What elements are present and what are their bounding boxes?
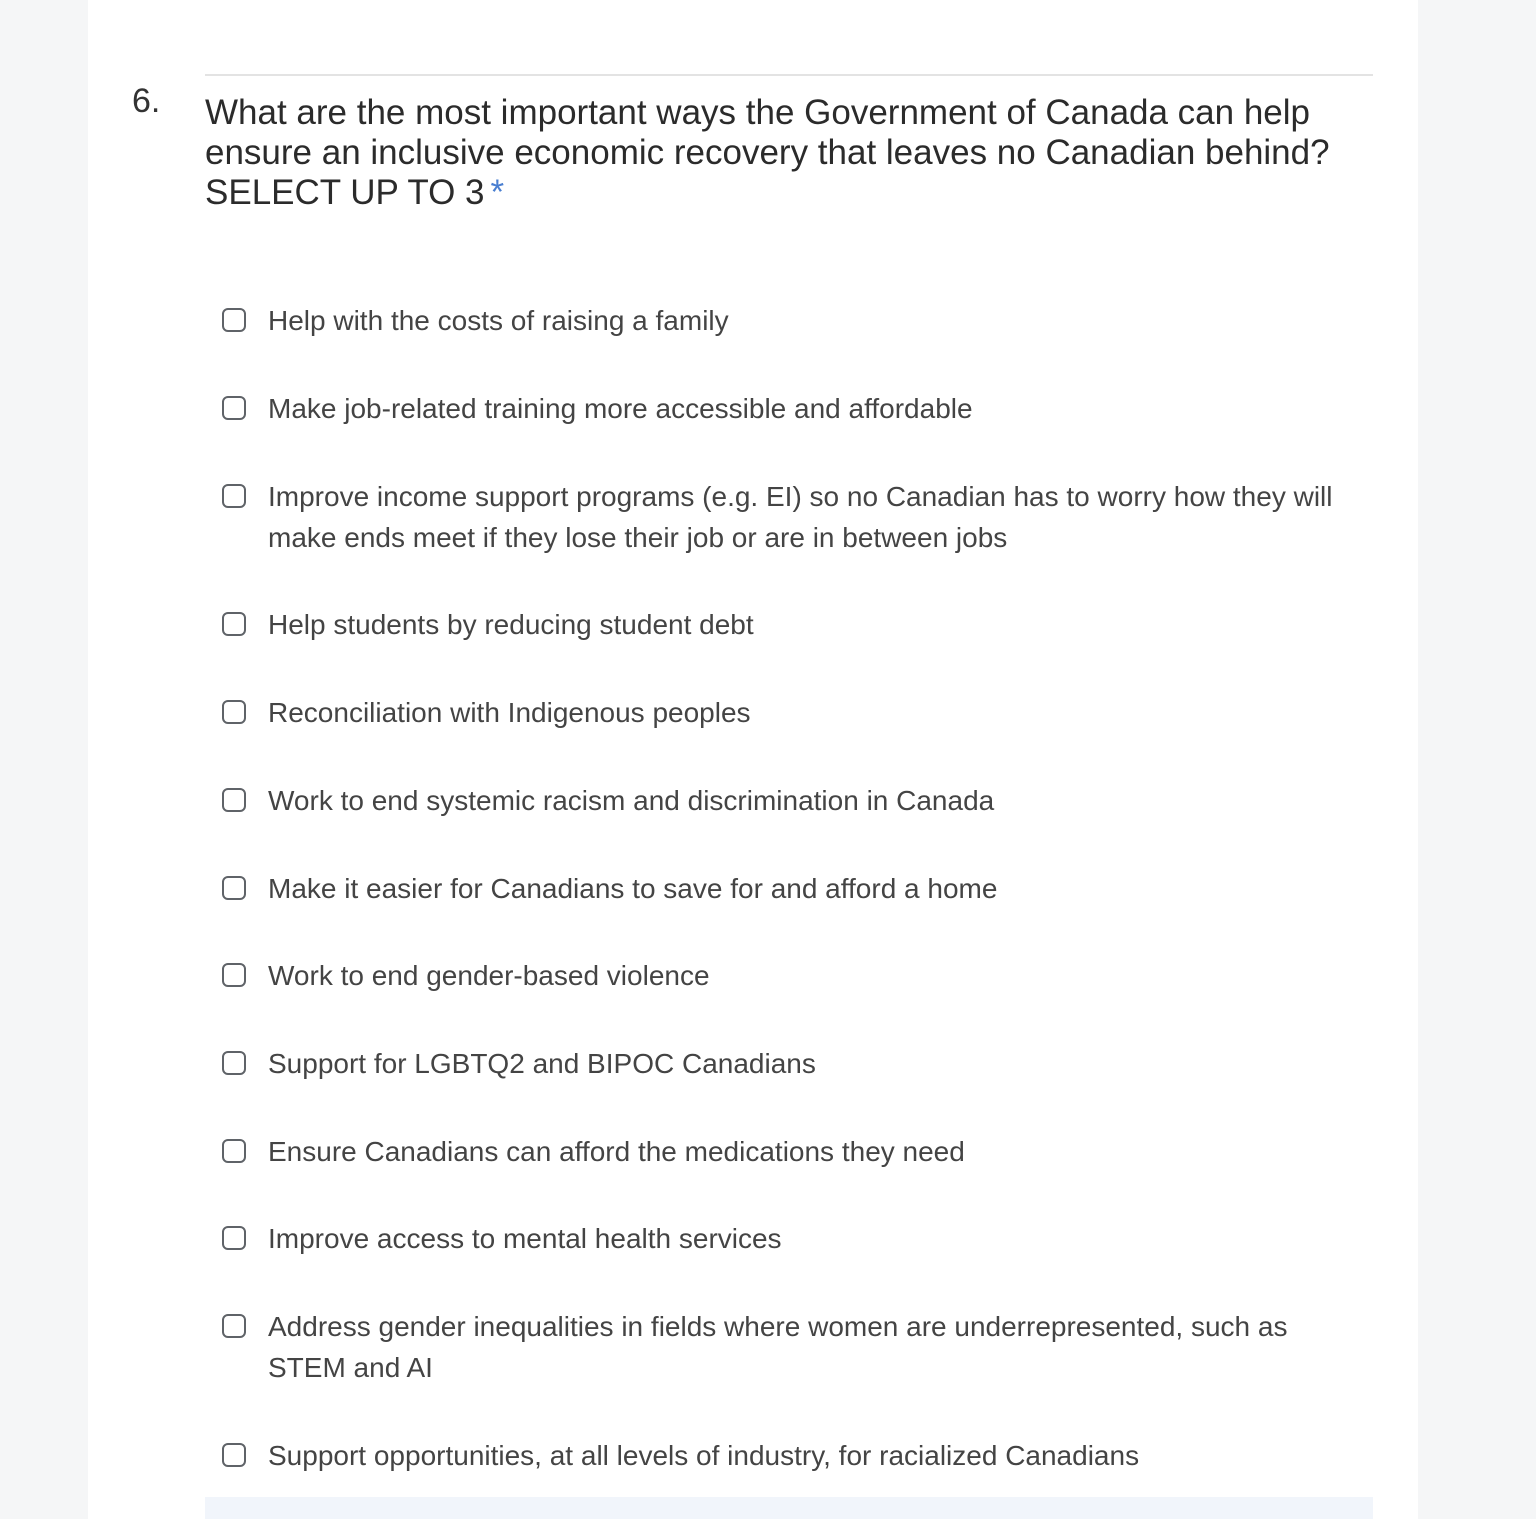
option-label[interactable]: Improve income support programs (e.g. EI) so no Canadian has to worry how they will make ends meet if they lose their job or are in between jobs xyxy=(268,481,1333,553)
checkbox[interactable] xyxy=(222,396,246,420)
option-row[interactable] xyxy=(222,610,1362,645)
option-label[interactable]: Ensure Canadians can afford the medications they need xyxy=(268,1136,965,1167)
checkbox[interactable] xyxy=(222,1443,246,1467)
option-row[interactable] xyxy=(222,1049,1362,1084)
form-card xyxy=(88,0,1418,1519)
checkbox[interactable] xyxy=(222,308,246,332)
option-row[interactable] xyxy=(222,698,1362,733)
question-text: What are the most important ways the Government of Canada can help ensure an inclusive economic recovery that leaves no Canadian behind? SELECT UP TO 3 xyxy=(205,93,1330,212)
option-row[interactable] xyxy=(222,1137,1362,1172)
question-divider xyxy=(205,74,1373,76)
checkbox[interactable] xyxy=(222,1051,246,1075)
option-label[interactable]: Address gender inequalities in fields where women are underrepresented, such as STEM and AI xyxy=(268,1311,1288,1383)
question-title xyxy=(205,93,1365,213)
option-label[interactable]: Support opportunities, at all levels of industry, for racialized Canadians xyxy=(268,1440,1140,1471)
checkbox[interactable] xyxy=(222,484,246,508)
option-label[interactable]: Help students by reducing student debt xyxy=(268,609,754,640)
option-row[interactable] xyxy=(222,1224,1362,1259)
checkbox[interactable] xyxy=(222,1314,246,1338)
option-label[interactable]: Make it easier for Canadians to save for and afford a home xyxy=(268,873,998,904)
checkbox[interactable] xyxy=(222,612,246,636)
option-row[interactable] xyxy=(222,306,1362,341)
option-label[interactable]: Support for LGBTQ2 and BIPOC Canadians xyxy=(268,1048,816,1079)
option-label[interactable]: Help with the costs of raising a family xyxy=(268,305,729,336)
checkbox[interactable] xyxy=(222,1226,246,1250)
required-asterisk: * xyxy=(490,173,505,212)
checkbox[interactable] xyxy=(222,1139,246,1163)
option-row[interactable] xyxy=(222,961,1362,996)
option-row[interactable] xyxy=(222,394,1362,429)
checkbox[interactable] xyxy=(222,963,246,987)
option-label[interactable]: Make job-related training more accessible and affordable xyxy=(268,393,973,424)
option-row[interactable] xyxy=(222,1441,1362,1476)
option-label[interactable]: Improve access to mental health services xyxy=(268,1223,782,1254)
checkbox[interactable] xyxy=(222,788,246,812)
option-row[interactable] xyxy=(222,482,1362,558)
checkbox[interactable] xyxy=(222,876,246,900)
option-label[interactable]: Reconciliation with Indigenous peoples xyxy=(268,697,751,728)
option-row[interactable] xyxy=(222,786,1362,821)
option-label[interactable]: Work to end gender-based violence xyxy=(268,960,710,991)
option-label[interactable]: Work to end systemic racism and discrimination in Canada xyxy=(268,785,995,816)
checkbox[interactable] xyxy=(222,700,246,724)
question-number: 6. xyxy=(132,82,161,120)
option-row[interactable] xyxy=(222,1312,1362,1388)
option-row[interactable] xyxy=(222,874,1362,909)
next-section-band xyxy=(205,1497,1373,1519)
